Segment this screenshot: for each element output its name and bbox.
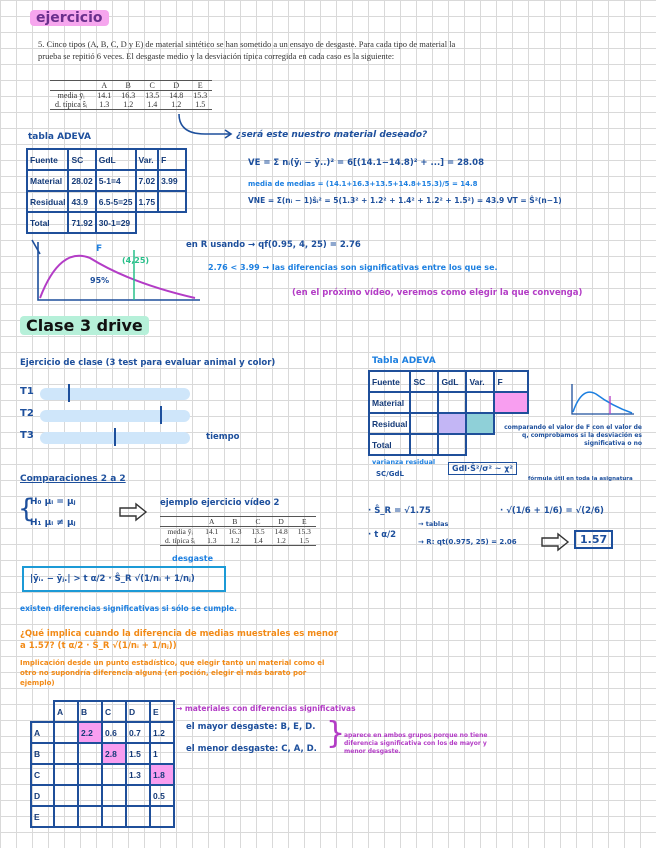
marker-1 xyxy=(68,384,70,402)
r-line: en R usando → qf(0.95, 4, 25) = 2.76 xyxy=(186,240,361,250)
desgaste-label: desgaste xyxy=(172,554,214,563)
exist-note: existen diferencias significativas si sólo se cumple. xyxy=(20,604,237,613)
media-formula: media de medias = (14.1+16.3+13.5+14.8+15.3)/5 = 14.8 xyxy=(248,180,478,188)
point-label: (4,25) xyxy=(122,256,150,265)
arrow-right-icon xyxy=(118,502,148,522)
pct-95-label: 95% xyxy=(90,276,110,285)
question-note: ¿será este nuestro material deseado? xyxy=(236,130,428,140)
adeva1-table: Fuente SC GdL Var. F Material 28.02 5-1=4 7.02 3.99 Residual 43.9 6.5-5=25 1.75 Total 71.92 30-1=29 xyxy=(26,148,187,234)
h0: H₀ μᵢ = μⱼ xyxy=(30,497,76,507)
chi-formula: Gdl·Ŝ²/σ² ~ χ² xyxy=(448,462,517,475)
ve-formula: VE = Σ nᵢ(ȳᵢ − ȳ..)² = 6[(14.1−14.8)² + ...] = 28.08 xyxy=(248,158,484,168)
curve-arrow-icon xyxy=(175,112,235,142)
h1: H₁ μᵢ ≠ μⱼ xyxy=(30,518,76,528)
adeva1-label: tabla ADEVA xyxy=(28,132,92,142)
vne-formula: VNE = Σ(nᵢ − 1)ŝᵢ² = 5(1.3² + 1.2² + 1.4² + 1.2² + 1.5²) = 43.9 VT = Ŝ²(n−1) xyxy=(248,196,562,205)
menor-desgaste: el menor desgaste: C, A, D. xyxy=(186,744,317,754)
sqrt-formula: · √(1/6 + 1/6) = √(2/6) xyxy=(500,506,604,516)
brace-right: } xyxy=(326,716,346,751)
test-t3: T3 xyxy=(20,430,34,441)
marker-2 xyxy=(160,406,162,424)
test-t2: T2 xyxy=(20,408,34,419)
t-label: · t α/2 xyxy=(368,530,397,540)
varianza-residual: varianza residual xyxy=(372,458,436,466)
inequality-box: |ȳᵢ. − ȳⱼ.| > t α/2 · Ŝ_R √(1/nᵢ + 1/nⱼ) xyxy=(22,566,226,592)
t-tablas: → tablas xyxy=(418,520,449,528)
timeline-bar-1 xyxy=(40,388,190,400)
implica-note: Implicación desde un punto estadístico, que elegir tanto un material como el otro no supondría diferencia alguna (en poción, elegir el más barato por ejemplo) xyxy=(20,659,325,687)
aparece-note: aparece en ambos grupos porque no tiene diferencia significativa con los de mayor y menor desgaste. xyxy=(344,732,488,755)
adeva2-label: Tabla ADEVA xyxy=(372,356,436,366)
mini-f-curve-icon xyxy=(568,382,638,418)
formula-note: fórmula útil en toda la asignatura xyxy=(528,476,633,482)
varianza-formula: SC/GdL xyxy=(376,470,404,478)
orange-question: ¿Qué implica cuando la diferencia de medias muestrales es menor a 1.57? (t α/2 · Ŝ_R √(1/nᵢ + 1/nⱼ)) xyxy=(20,629,338,651)
brace: { xyxy=(18,494,35,524)
side-note: comparando el valor de F con el valor de q, comprobamos si la desviación es significativa o no xyxy=(504,424,642,447)
problem-text: 5. Cinco tipos (A, B, C, D y E) de material sintético se han sometido a un ensayo de desgaste. Para cada tipo de material la prueba se repitió 6 veces. El desgaste medio y la desviación típica corregida en cada caso es la siguiente: xyxy=(38,39,456,61)
adeva2-table: Fuente SC GdL Var. F Material Residual Total xyxy=(368,370,529,456)
arrow-right-icon-2 xyxy=(540,532,570,552)
ejercicio-clase: Ejercicio de clase (3 test para evaluar animal y color) xyxy=(20,358,276,368)
comparaciones-title: Comparaciones 2 a 2 xyxy=(20,474,126,484)
f-distribution-icon xyxy=(30,238,205,308)
materiales-sig: → materiales con diferencias significativas xyxy=(176,704,356,713)
conclusion: 2.76 < 3.99 → las diferencias son significativas entre los que se. xyxy=(208,263,498,272)
result-box: 1.57 xyxy=(574,530,613,549)
test-t1: T1 xyxy=(20,386,34,397)
t-r: → R: qt(0.975, 25) = 2.06 xyxy=(418,538,517,546)
section-clase: Clase 3 drive xyxy=(20,316,149,335)
marker-3 xyxy=(114,428,116,446)
problem-table-copy: A B C D E media ȳᵢ 14.1 16.3 13.5 14.8 15.3 d. típica ŝᵢ 1.3 1.2 1.4 1.2 1.5 xyxy=(160,516,316,546)
page-title: ejercicio xyxy=(30,10,109,26)
ejemplo: ejemplo ejercicio vídeo 2 xyxy=(160,498,280,508)
mayor-desgaste: el mayor desgaste: B, E, D. xyxy=(186,722,316,732)
problem-table: A B C D E media ȳᵢ 14.1 16.3 13.5 14.8 15.3 d. típica ŝᵢ 1.3 1.2 1.4 1.2 1.5 xyxy=(50,80,212,110)
timeline-bar-2 xyxy=(40,410,190,422)
sr-formula: · Ŝ_R = √1.75 xyxy=(368,506,431,516)
tiempo-label: tiempo xyxy=(206,432,240,442)
next-video-note: (en el próximo vídeo, veremos como elegir la que convenga) xyxy=(292,288,583,298)
f-label: F xyxy=(96,244,103,254)
comparison-matrix: A B C D E A 2.2 0.6 0.7 1.2 B 2.8 1.5 1 C 1.3 1.8 D 0.5 E xyxy=(30,700,175,828)
